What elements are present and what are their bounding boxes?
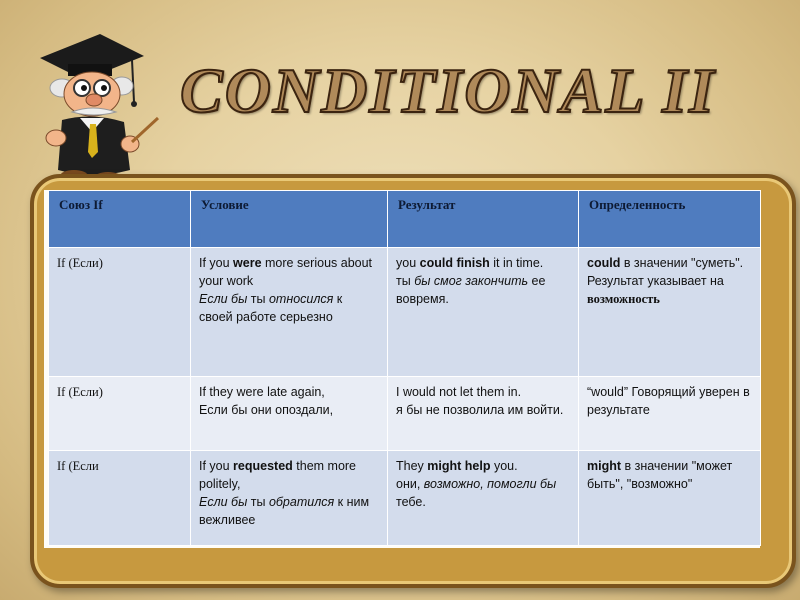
text: you. <box>490 459 518 474</box>
slide-title: CONDITIONAL II <box>180 55 716 126</box>
text-italic: относился <box>268 292 334 306</box>
text: them more politely, <box>199 459 357 492</box>
text: к своей работе серьезно <box>199 292 343 324</box>
text: ее вовремя. <box>396 274 546 306</box>
text-italic: бы смог закончить <box>414 274 529 288</box>
text: it in time. <box>489 256 544 270</box>
text: “would” Говорящий уверен в результате <box>587 385 750 418</box>
text: тебе. <box>396 495 426 510</box>
text: они, <box>396 477 424 492</box>
text: you <box>396 256 420 270</box>
table-row <box>49 451 761 546</box>
text: They <box>396 459 428 474</box>
cell-condition <box>191 248 388 377</box>
text: в значении "суметь". Результат указывает на <box>587 256 744 288</box>
text-italic: обратился <box>268 495 335 510</box>
text-bold: might help <box>427 459 491 474</box>
text: я бы не позволила им войти. <box>396 403 564 418</box>
table-header-row <box>49 191 761 248</box>
professor-mascot-icon <box>32 20 162 195</box>
text-bold: requested <box>233 459 293 474</box>
cell-result <box>388 248 579 377</box>
cell-result <box>388 377 579 451</box>
text-bold: возможность <box>587 292 660 306</box>
text: в значении "может быть", "возможно" <box>587 459 733 492</box>
cell-condition <box>191 451 388 546</box>
table-row <box>49 377 761 451</box>
table-row <box>49 248 761 377</box>
header-certainty: Определенность <box>579 191 761 248</box>
text: ты <box>247 495 269 510</box>
header-condition: Условие <box>191 191 388 248</box>
text-bold: might <box>587 459 622 474</box>
conditional-table <box>48 190 761 546</box>
text-bold: could <box>587 256 621 270</box>
text-italic: Если бы <box>199 292 248 306</box>
text: ты <box>396 274 415 288</box>
text: ты <box>247 292 269 306</box>
cell-condition <box>191 377 388 451</box>
header-result: Результат <box>388 191 579 248</box>
text: I would not let them in. <box>396 385 522 400</box>
text-bold: could finish <box>419 256 490 270</box>
cell-certainty <box>579 377 761 451</box>
text: If you <box>199 256 234 270</box>
cell-conjunction: If (Если <box>49 451 191 546</box>
cell-certainty <box>579 248 761 377</box>
cell-conjunction: If (Если) <box>49 377 191 451</box>
header-conjunction: Союз If <box>49 191 191 248</box>
text: Если бы они опоздали, <box>199 403 334 418</box>
text: more serious about your work <box>199 256 373 288</box>
text-bold: were <box>233 256 262 270</box>
text: If they were late again, <box>199 385 325 400</box>
cell-result <box>388 451 579 546</box>
text-italic: возможно, помогли бы <box>423 477 557 492</box>
cell-certainty <box>579 451 761 546</box>
text: к ним вежливее <box>199 495 370 528</box>
text-italic: Если бы <box>199 495 248 510</box>
cell-conjunction: If (Если) <box>49 248 191 377</box>
title-banner <box>180 56 760 126</box>
text: If you <box>199 459 234 474</box>
